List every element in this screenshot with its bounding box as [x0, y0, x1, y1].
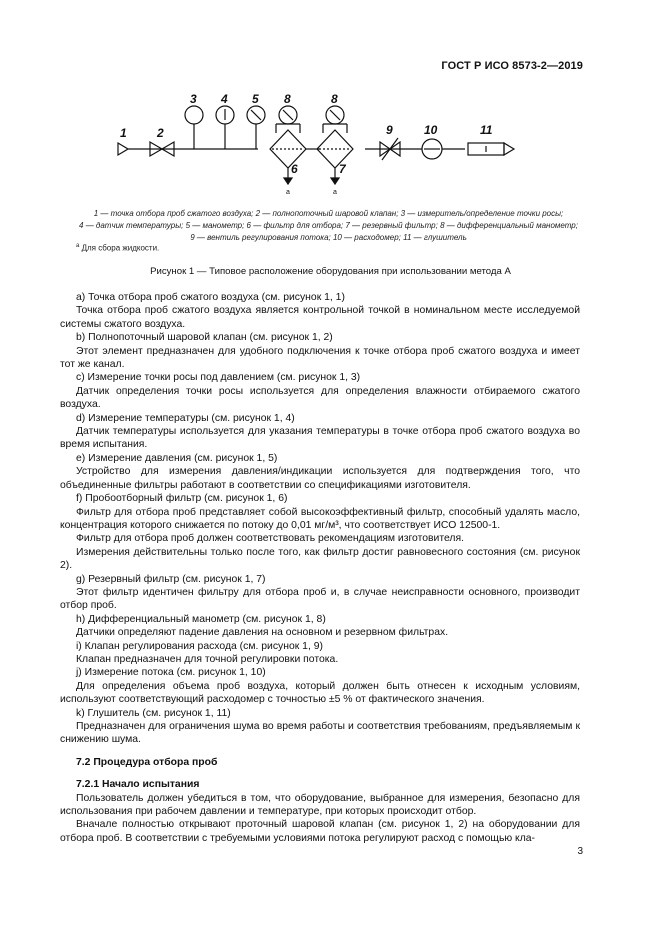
- paragraph: Этот элемент предназначен для удобного подключения к точке отбора проб сжатого воздуха и имеет тот же канал.: [60, 345, 580, 371]
- paragraph: Датчик определения точки росы используется для определения влажности отбираемого сжатого воздуха.: [60, 385, 580, 411]
- label-5: 5: [252, 92, 259, 106]
- figure-legend: [60, 208, 597, 244]
- paragraph: Фильтр для отбора проб представляет собой высокоэффективный фильтр, способный удалять масло, концентрация которого снижается по потоку до 0,01 мг/м³, что соответствует ИСО 12500-1.: [60, 506, 580, 531]
- label-8a: 8: [284, 92, 291, 106]
- body-text: [60, 291, 580, 845]
- figure-note: [76, 243, 159, 253]
- paragraph: a) Точка отбора проб сжатого воздуха (см. рисунок 1, 1): [76, 292, 345, 303]
- paragraph: Вначале полностью открывают проточный шаровой клапан (см. рисунок 1, 2) на оборудовании для отбора проб. В соответствии с требуемыми условиями потока регулируют расход с помощью кла-: [60, 819, 580, 844]
- paragraph: e) Измерение давления (см. рисунок 1, 5): [76, 452, 278, 464]
- document-header: ГОСТ Р ИСО 8573-2—2019: [441, 60, 583, 72]
- dewpoint-meter-symbol: [185, 106, 203, 124]
- label-9: 9: [386, 123, 393, 137]
- paragraph: j) Измерение потока (см. рисунок 1, 10): [76, 667, 266, 679]
- paragraph: Этот фильтр идентичен фильтру для отбора проб и, в случае неисправности основного, производит отбор проб.: [60, 586, 580, 612]
- drain-mark-right: a: [333, 189, 337, 196]
- label-11: 11: [480, 123, 493, 137]
- label-6: 6: [291, 162, 298, 176]
- equipment-diagram: [0, 86, 661, 201]
- paragraph: Для определения объема проб воздуха, который должен быть отнесен к исходным условиям, используют соответствующий расходомер с точностью ±5 % от фактического значения.: [60, 680, 580, 706]
- paragraph: Точка отбора проб сжатого воздуха является контрольной точкой в номинальном месте исследуемой системы сжатого воздуха.: [60, 305, 580, 330]
- paragraph: Измерения действительны только после того, как фильтр достиг равновесного состояния (см. рисунок 2).: [60, 546, 580, 572]
- legend-line: 4 — датчик температуры; 5 — манометр; 6 — фильтр для отбора; 7 — резервный фильтр; 8 — дифференциальный манометр;: [79, 221, 578, 230]
- page-number: 3: [577, 846, 583, 857]
- sampling-point-symbol: [118, 143, 128, 155]
- paragraph: Пользователь должен убедиться в том, что оборудование, выбранное для измерения, безопасно для использования при рабочем давлении и температуре, при которых происходит отбор.: [60, 792, 580, 818]
- paragraph: k) Глушитель (см. рисунок 1, 11): [76, 707, 231, 719]
- paragraph: Клапан предназначен для точной регулировки потока.: [76, 653, 339, 665]
- label-2: 2: [157, 126, 164, 140]
- paragraph: Датчик температуры используется для указания температуры в точке отбора проб сжатого воздуха во время испытания.: [60, 426, 580, 451]
- paragraph: Предназначен для ограничения шума во время работы и соответствия требованиям, предъявляемым к снижению шума.: [60, 721, 580, 746]
- legend-line: 1 — точка отбора проб сжатого воздуха; 2 — полнопоточный шаровой клапан; 3 — измеритель/определение точки росы;: [93, 209, 564, 218]
- label-3: 3: [190, 92, 197, 106]
- paragraph: Фильтр для отбора проб должен соответствовать рекомендациям изготовителя.: [76, 533, 464, 545]
- note-mark: а: [76, 243, 80, 249]
- section-heading: 7.2.1 Начало испытания: [76, 779, 200, 791]
- paragraph: Устройство для измерения давления/индикации используется для подтверждения того, что объединенные фильтры работают в соответствии со спецификациями изготовителя.: [60, 466, 580, 491]
- paragraph: Датчики определяют падение давления на основном и резервном фильтрах.: [76, 627, 449, 639]
- drain-mark-left: a: [286, 189, 290, 196]
- label-7: 7: [339, 162, 346, 176]
- figure-caption: Рисунок 1 — Типовое расположение оборудования при использовании метода А: [150, 266, 511, 277]
- label-4: 4: [221, 92, 228, 106]
- section-heading: 7.2 Процедура отбора проб: [76, 756, 218, 768]
- label-10: 10: [424, 123, 438, 137]
- paragraph: f) Пробоотборный фильтр (см. рисунок 1, 6): [76, 493, 288, 505]
- paragraph: c) Измерение точки росы под давлением (см. рисунок 1, 3): [76, 372, 361, 384]
- label-8b: 8: [331, 92, 338, 106]
- legend-line: 9 — вентиль регулирования потока; 10 — расходомер; 11 — глушитель: [190, 233, 467, 242]
- paragraph: g) Резервный фильтр (см. рисунок 1, 7): [76, 573, 266, 585]
- paragraph: b) Полнопоточный шаровой клапан (см. рисунок 1, 2): [76, 332, 333, 344]
- paragraph: d) Измерение температуры (см. рисунок 1, 4): [76, 412, 295, 424]
- label-1: 1: [120, 126, 127, 140]
- note-text: Для сбора жидкости.: [81, 243, 160, 253]
- paragraph: h) Дифференциальный манометр (см. рисунок 1, 8): [76, 613, 326, 625]
- paragraph: i) Клапан регулирования расхода (см. рисунок 1, 9): [76, 640, 323, 652]
